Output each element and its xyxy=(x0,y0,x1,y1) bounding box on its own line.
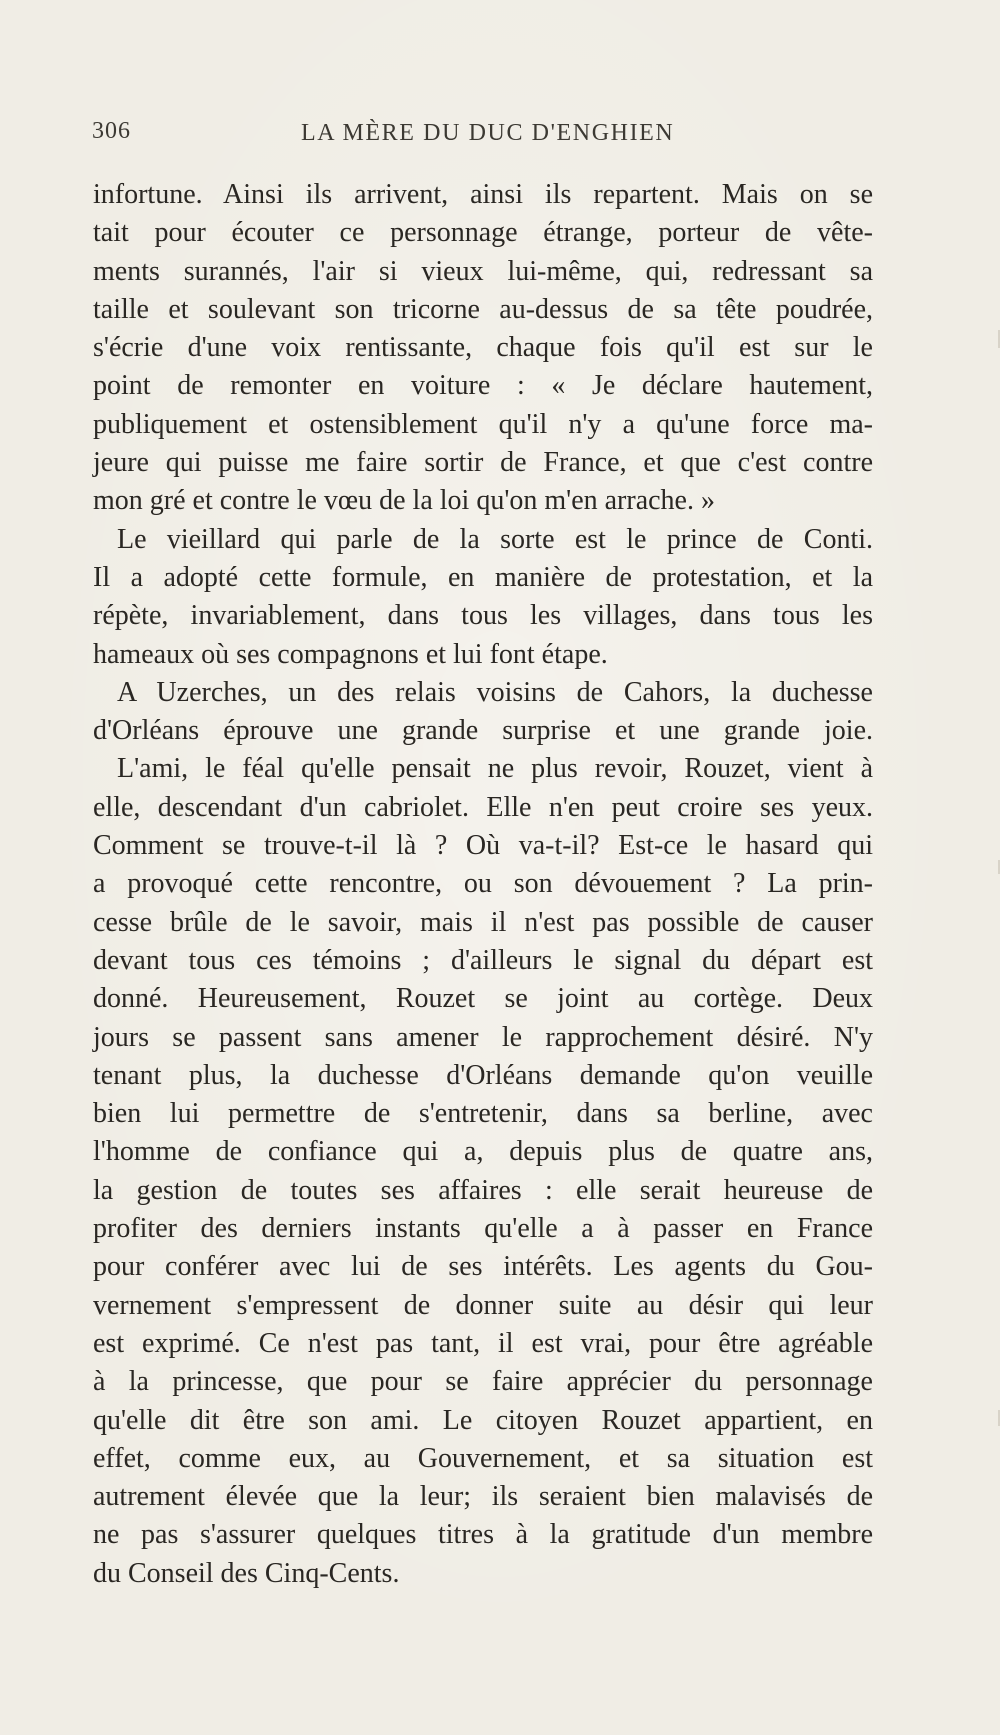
text-line: publiquement et ostensiblement qu'il n'y a qu'une force ma- xyxy=(93,408,873,440)
text-line: a provoqué cette rencontre, ou son dévouement ? La prin- xyxy=(93,868,873,900)
text-line: s'écrie d'une voix rentissante, chaque fois qu'il est sur le xyxy=(93,332,873,364)
text-line: autrement élevée que la leur; ils seraient bien malavisés de xyxy=(93,1481,873,1513)
text-line: du Conseil des Cinq-Cents. xyxy=(93,1557,400,1589)
text-line: jours se passent sans amener le rapprochement désiré. N'y xyxy=(93,1021,873,1053)
text-line: infortune. Ainsi ils arrivent, ainsi ils repartent. Mais on se xyxy=(93,179,873,210)
text-line: la gestion de toutes ses affaires : elle serait heureuse de xyxy=(93,1174,873,1206)
text-line: l'homme de confiance qui a, depuis plus de quatre ans, xyxy=(93,1136,873,1168)
running-title: LA MÈRE DU DUC D'ENGHIEN xyxy=(301,120,675,146)
text-line: répète, invariablement, dans tous les villages, dans tous les xyxy=(93,600,873,632)
text-line: ne pas s'assurer quelques titres à la gratitude d'un membre xyxy=(93,1519,873,1551)
text-line: elle, descendant d'un cabriolet. Elle n'en peut croire ses yeux. xyxy=(93,791,873,823)
text-line: effet, comme eux, au Gouvernement, et sa situation est xyxy=(93,1442,873,1474)
text-line: Le vieillard qui parle de la sorte est le prince de Conti. xyxy=(117,523,873,555)
text-line: Comment se trouve-t-il là ? Où va-t-il? Est-ce le hasard qui xyxy=(93,830,873,862)
text-line: L'ami, le féal qu'elle pensait ne plus revoir, Rouzet, vient à xyxy=(117,753,873,785)
text-line: tenant plus, la duchesse d'Orléans demande qu'on veuille xyxy=(93,1059,873,1091)
text-line: profiter des derniers instants qu'elle a à passer en France xyxy=(93,1213,873,1245)
text-line: qu'elle dit être son ami. Le citoyen Rouzet appartient, en xyxy=(93,1404,873,1436)
text-line: bien lui permettre de s'entretenir, dans sa berline, avec xyxy=(93,1098,873,1130)
text-line: Il a adopté cette formule, en manière de protestation, et la xyxy=(93,561,873,593)
text-line: est exprimé. Ce n'est pas tant, il est vrai, pour être agréable xyxy=(93,1327,873,1359)
text-line: pour conférer avec lui de ses intérêts. Les agents du Gou- xyxy=(93,1251,873,1283)
text-line: point de remonter en voiture : « Je déclare hautement, xyxy=(93,370,873,402)
text-line: taille et soulevant son tricorne au-dessus de sa tête poudrée, xyxy=(93,293,873,325)
text-line: tait pour écouter ce personnage étrange, porteur de vête- xyxy=(93,217,873,249)
text-line: mon gré et contre le vœu de la loi qu'on m'en arrache. » xyxy=(93,485,715,517)
text-line: devant tous ces témoins ; d'ailleurs le signal du départ est xyxy=(93,944,873,976)
page-number: 306 xyxy=(92,118,131,144)
page-header xyxy=(92,118,872,150)
text-line: cesse brûle de le savoir, mais il n'est pas possible de causer xyxy=(93,906,873,938)
text-line: ments surannés, l'air si vieux lui-même, qui, redressant sa xyxy=(93,255,873,287)
text-line: hameaux où ses compagnons et lui font étape. xyxy=(93,638,608,670)
text-line: à la princesse, que pour se faire apprécier du personnage xyxy=(93,1366,873,1398)
text-line: donné. Heureusement, Rouzet se joint au cortège. Deux xyxy=(93,983,873,1015)
body-text xyxy=(93,176,873,1593)
text-line: A Uzerches, un des relais voisins de Cahors, la duchesse xyxy=(117,676,873,708)
text-line: vernement s'empressent de donner suite au désir qui leur xyxy=(93,1289,873,1321)
text-line: d'Orléans éprouve une grande surprise et une grande joie. xyxy=(93,715,873,747)
text-line: jeure qui puisse me faire sortir de France, et que c'est contre xyxy=(93,447,873,479)
